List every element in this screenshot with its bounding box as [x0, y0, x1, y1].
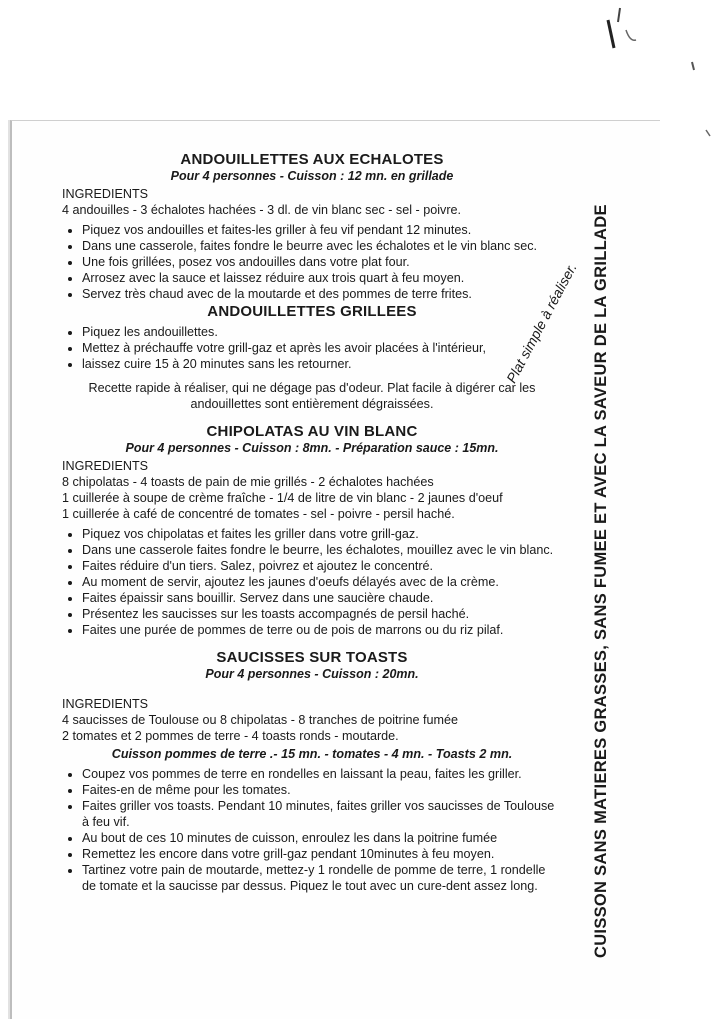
step-item: • Piquez vos andouilles et faites-les griller à feu vif pendant 12 minutes.: [82, 222, 562, 238]
recipe-chipolatas: [62, 424, 562, 638]
step-item: • Au bout de ces 10 minutes de cuisson, enroulez les dans la poitrine fumée: [82, 830, 562, 846]
step-item: • Dans une casserole faites fondre le beurre, les échalotes, mouillez avec le vin blanc.: [82, 542, 562, 558]
step-item: • Faites griller vos toasts. Pendant 10 minutes, faites griller vos saucisses de Toulouse à feu vif.: [82, 798, 562, 830]
ingredient-line: 2 tomates et 2 pommes de terre - 4 toasts ronds - moutarde.: [62, 729, 399, 743]
recipes-content: [62, 152, 562, 894]
side-title: CUISSON SANS MATIERES GRASSES, SANS FUMEE ET AVEC LA SAVEUR DE LA GRILLADE: [592, 204, 610, 958]
step-item: • Remettez les encore dans votre grill-gaz pendant 10minutes à feu moyen.: [82, 846, 562, 862]
step-item: • Faites réduire d'un tiers. Salez, poivrez et ajoutez le concentré.: [82, 558, 562, 574]
ingredients-label: INGREDIENTS: [62, 697, 149, 711]
recipe-subtitle: Pour 4 personnes - Cuisson : 20mn.: [205, 667, 419, 681]
step-item: • Une fois grillées, posez vos andouilles dans votre plat four.: [82, 254, 562, 270]
recipe-subtitle: Pour 4 personnes - Cuisson : 8mn. - Préparation sauce : 15mn.: [125, 441, 499, 455]
recipe-title: SAUCISSES SUR TOASTS: [216, 649, 408, 666]
recipe-title: ANDOUILLETTES AUX ECHALOTES: [180, 151, 444, 168]
step-item: • Mettez à préchauffe votre grill-gaz et après les avoir placées à l'intérieur,: [82, 340, 562, 356]
step-item: • Coupez vos pommes de terre en rondelles en laissant la peau, faites les griller.: [82, 766, 562, 782]
cooking-times: Cuisson pommes de terre .- 15 mn. - tomates - 4 mn. - Toasts 2 mn.: [111, 747, 513, 761]
step-item: • Piquez vos chipolatas et faites les griller dans votre grill-gaz.: [82, 526, 562, 542]
ingredient-line: 4 andouilles - 3 échalotes hachées - 3 dl. de vin blanc sec - sel - poivre.: [62, 203, 462, 217]
step-item: • Arrosez avec la sauce et laissez réduire aux trois quart à feu moyen.: [82, 270, 562, 286]
step-item: • Faites-en de même pour les tomates.: [82, 782, 562, 798]
recipe-andouillettes-echalotes: [62, 152, 562, 302]
recipe-saucisses-toasts: [62, 650, 562, 894]
recipe-subtitle: Pour 4 personnes - Cuisson : 12 mn. en grillade: [170, 169, 454, 183]
step-item: • Faites une purée de pommes de terre ou de pois de marrons ou du riz pilaf.: [82, 622, 562, 638]
ingredient-line: 1 cuillerée à café de concentré de tomates - sel - poivre - persil haché.: [62, 507, 455, 521]
ingredients-label: INGREDIENTS: [62, 459, 149, 473]
step-item: • Au moment de servir, ajoutez les jaunes d'oeufs délayés avec de la crème.: [82, 574, 562, 590]
steps-list: [62, 766, 562, 894]
steps-list: [62, 222, 562, 302]
recipe-note: [62, 380, 562, 412]
ingredient-line: 4 saucisses de Toulouse ou 8 chipolatas - 8 tranches de poitrine fumée: [62, 713, 459, 727]
step-item: • Piquez les andouillettes.: [82, 324, 562, 340]
step-item: • Faites épaissir sans bouillir. Servez dans une saucière chaude.: [82, 590, 562, 606]
step-item: • Tartinez votre pain de moutarde, mettez-y 1 rondelle de pomme de terre, 1 rondelle de tomate et la saucisse par dessus. Piquez le tout avec un cure-dent assez long.: [82, 862, 562, 894]
steps-list: [62, 324, 562, 372]
steps-list: [62, 526, 562, 638]
step-item: • laissez cuire 15 à 20 minutes sans les retourner.: [82, 356, 562, 372]
recipe-andouillettes-grillees: [62, 304, 562, 412]
step-item: • Présentez les saucisses sur les toasts accompagnés de persil haché.: [82, 606, 562, 622]
ingredients-label: INGREDIENTS: [62, 187, 149, 201]
step-item: • Dans une casserole, faites fondre le beurre avec les échalotes et le vin blanc sec.: [82, 238, 562, 254]
note-line: andouillettes sont entièrement dégraissées.: [190, 397, 434, 411]
recipe-title: ANDOUILLETTES GRILLEES: [207, 303, 417, 320]
ingredient-line: 1 cuillerée à soupe de crème fraîche - 1/4 de litre de vin blanc - 2 jaunes d'oeuf: [62, 491, 503, 505]
slogan-text: Plat simple à réaliser.: [503, 260, 580, 386]
step-item: • Servez très chaud avec de la moutarde et des pommes de terre frites.: [82, 286, 562, 302]
scan-smudge-marks: [596, 0, 716, 140]
note-line: Recette rapide à réaliser, qui ne dégage pas d'odeur. Plat facile à digérer car les: [88, 381, 536, 395]
recipe-title: CHIPOLATAS AU VIN BLANC: [206, 423, 418, 440]
ingredient-line: 8 chipolatas - 4 toasts de pain de mie grillés - 2 échalotes hachées: [62, 475, 434, 489]
